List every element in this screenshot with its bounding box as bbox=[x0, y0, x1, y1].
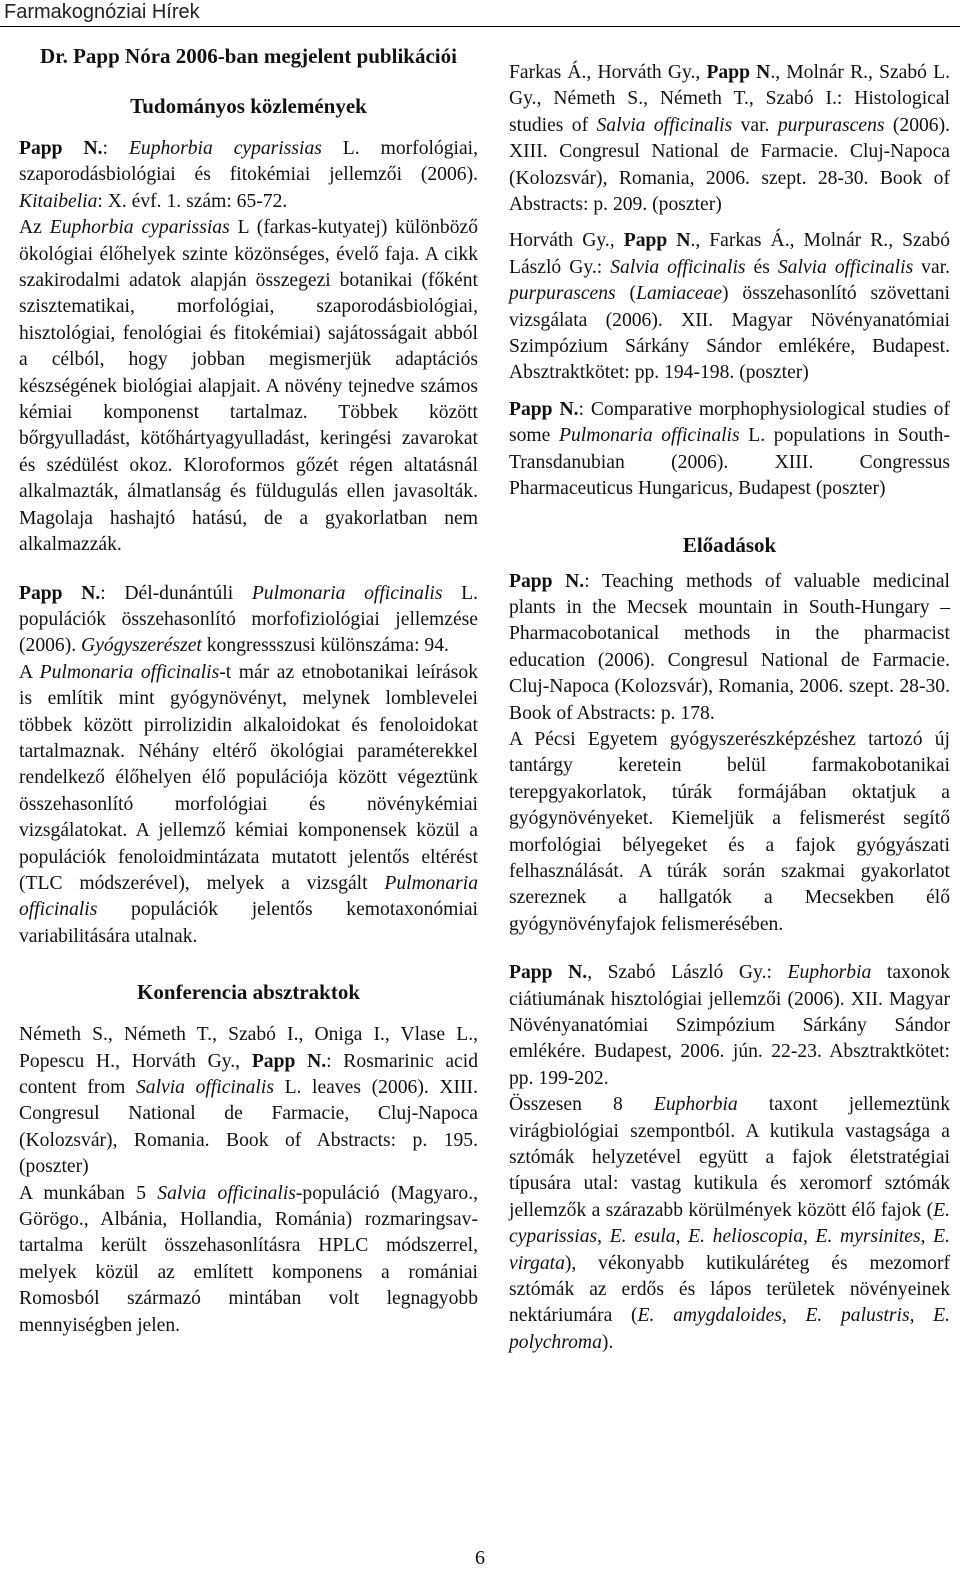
publication-abstract: A Pulmonaria officinalis-t már az etnobotanikai leírások is említik mint gyógynövényt, melynek lomblevelei többek között pirrolizidin alkaloidokat és fenoloidokat tartalmaznak. Néhány eltérő ökológiai paraméterekkel rendelkező élőhelyen élő populációja között végeztünk összehasonlító morfológiai és növénykémiai vizsgálatokat. A jellemző kémiai komponensek közül a populációk fenoloidmintázata mutatott jelentős eltérést (TLC módszerével), melyek a vizsgált Pulmonaria officinalis populációk jelentős kemotaxonómiai variabilitására utalnak. bbox=[19, 661, 479, 947]
publication-entry: Horváth Gy., Papp N., Farkas Á., Molnár R., Szabó László Gy.: Salvia officinalis és Salvia officinalis var. purpurascens (Lamiaceae) összehasonlító szövettani vizsgálata (2006). XII. Magyar Növényanatómiai Szimpózium Sárkány Sándor emlékére, Budapest. Absztraktkötet: pp. 194-198. (poszter) bbox=[509, 230, 951, 384]
section-heading-lectures: Előadások bbox=[682, 532, 777, 557]
author-highlight: Papp N. bbox=[509, 570, 585, 592]
publication-abstract: Összesen 8 Euphorbia taxont jellemeztünk virágbiológiai szempontból. A kutikula vastagsága a sztómák helyzetével együtt a fajok életstratégiai típusára utal: vastag kutikula és xeromorf sztómák jellemzők a szárazabb körülmények között élő fajok (E. cyparissias, E. esula, E. helioscopia, E. myrsinites, E. virgata), vékonyabb kutikuláréteg és mezomorf sztómák az erdős és lápos területek növényeinek nektáriumára (E. amygdaloides, E. palustris, E. polychroma). bbox=[509, 1094, 951, 1353]
author-highlight: Papp N bbox=[623, 230, 691, 252]
page-number: 6 bbox=[475, 1547, 485, 1569]
page-title: Dr. Papp Nóra 2006-ban megjelent publikációi bbox=[40, 44, 457, 68]
publication-entry: Papp N.: Teaching methods of valuable medicinal plants in the Mecsek mountain in South-Hungary – Pharmacobotanical methods in the pharmacist education (2006). Congresul National de Farmacie. Cluj-Napoca (Kolozsvár), Romania, 2006. szept. 28-30. Book of Abstracts: p. 178. bbox=[509, 570, 950, 724]
section-heading-scientific-papers: Tudományos közlemények bbox=[130, 94, 367, 118]
publication-entry: Papp N., Szabó László Gy.: Euphorbia taxonok ciátiumának hisztológiai jellemzői (2006). XII. Magyar Növényanatómiai Szimpózium Sárkány Sándor emlékére. Budapest, 2006. jún. 22-23. Absztraktkötet: pp. 199-202. bbox=[509, 962, 951, 1089]
publication-abstract: Az Euphorbia cyparissias L (farkas-kutyatej) különböző ökológiai élőhelyek szinte közönséges, évelő faja. A cikk szakirodalmi adatok alapján összegezi botanikai (főként szisztematikai, morfológiai, szaporodásbiológiai, hisztológiai, fenológiai és fitokémiai) sajátosságait abból a célból, hogy jobban megismerjük adaptációs készségének biológiai alapjait. A növény tejnedve számos kémiai komponenst tartalmaz. Többek között bőrgyulladást, kötőhártyagyulladást, keringési zavarokat és szédülést okoz. Kloroformos gőzét régen altatásnál alkalmazták, álmatlanság és füldugulás ellen javasolták. Magolaja hashajtó hatású, de a gyakorlatban nem alkalmazzák. bbox=[19, 217, 478, 556]
author-highlight: Papp N bbox=[706, 62, 771, 83]
author-highlight: Papp N. bbox=[19, 582, 101, 604]
running-header: Farmakognóziai Hírek bbox=[0, 0, 960, 27]
publication-entry: Papp N.: Dél-dunántúli Pulmonaria officinalis L. populációk összehasonlító morfofiziológiai jellemzése (2006). Gyógyszerészet kongressszusi különszáma: 94. bbox=[19, 582, 478, 657]
author-highlight: Papp N. bbox=[509, 398, 579, 420]
publication-entry: Farkas Á., Horváth Gy., Papp N., Molnár R., Szabó L. Gy., Németh S., Németh T., Szabó I.: Histological studies of Salvia officinalis var. purpurascens (2006). XIII. Congresul National de Farmacie. Cluj-Napoca (Kolozsvár), Romania, 2006. szept. 28-30. Book of Abstracts: p. 209. (poszter) bbox=[509, 62, 951, 216]
publication-entry: Papp N.: Euphorbia cyparissias L. morfológiai, szaporodásbiológiai és fitokémiai jellemzői (2006). Kitaibelia: X. évf. 1. szám: 65-72. bbox=[19, 138, 479, 212]
publication-entry: Németh S., Németh T., Szabó I., Oniga I., Vlase L., Popescu H., Horváth Gy., Papp N.: Rosmarinic acid content from Salvia officinalis L. leaves (2006). XIII. Congresul National de Farmacie, Cluj-Napoca (Kolozsvár), Romania. Book of Abstracts: p. 195. (poszter) bbox=[19, 1024, 478, 1178]
author-highlight: Papp N. bbox=[251, 1050, 327, 1072]
publication-abstract: A Pécsi Egyetem gyógyszerészképzéshez tartozó új tantárgy keretein belül farmakobotanikai terepgyakorlatok, túrák formájában oktatjuk a gyógynövényeket. Kiemeljük a felismerést segítő morfológiai bélyegeket és a fajok gyógyászati felhasználását. A túrák során szakmai gyakorlatot szereznek a hallgatók a Mecsekben élő gyógynövényfajok felismerésében. bbox=[509, 728, 950, 935]
publication-entry: Papp N.: Comparative morphophysiological studies of some Pulmonaria officinalis L. populations in South-Transdanubian (2006). XIII. Congressus Pharmaceuticus Hungaricus, Budapest (poszter) bbox=[509, 398, 950, 500]
publication-abstract: A munkában 5 Salvia officinalis-populáció (Magyaro., Görögo., Albánia, Hollandia, Románia) rozmaringsav-tartalma került összehasonlításra HPLC módszerrel, melyek közül az említett komponens a romániai Romosból származó mintában volt legnagyobb mennyiségben jelen. bbox=[19, 1182, 479, 1336]
right-column bbox=[509, 60, 950, 1356]
author-highlight: Papp N. bbox=[19, 138, 103, 159]
author-highlight: Papp N. bbox=[509, 962, 588, 984]
left-column bbox=[19, 42, 478, 1339]
section-heading-conference-abstracts: Konferencia absztraktok bbox=[136, 980, 360, 1005]
